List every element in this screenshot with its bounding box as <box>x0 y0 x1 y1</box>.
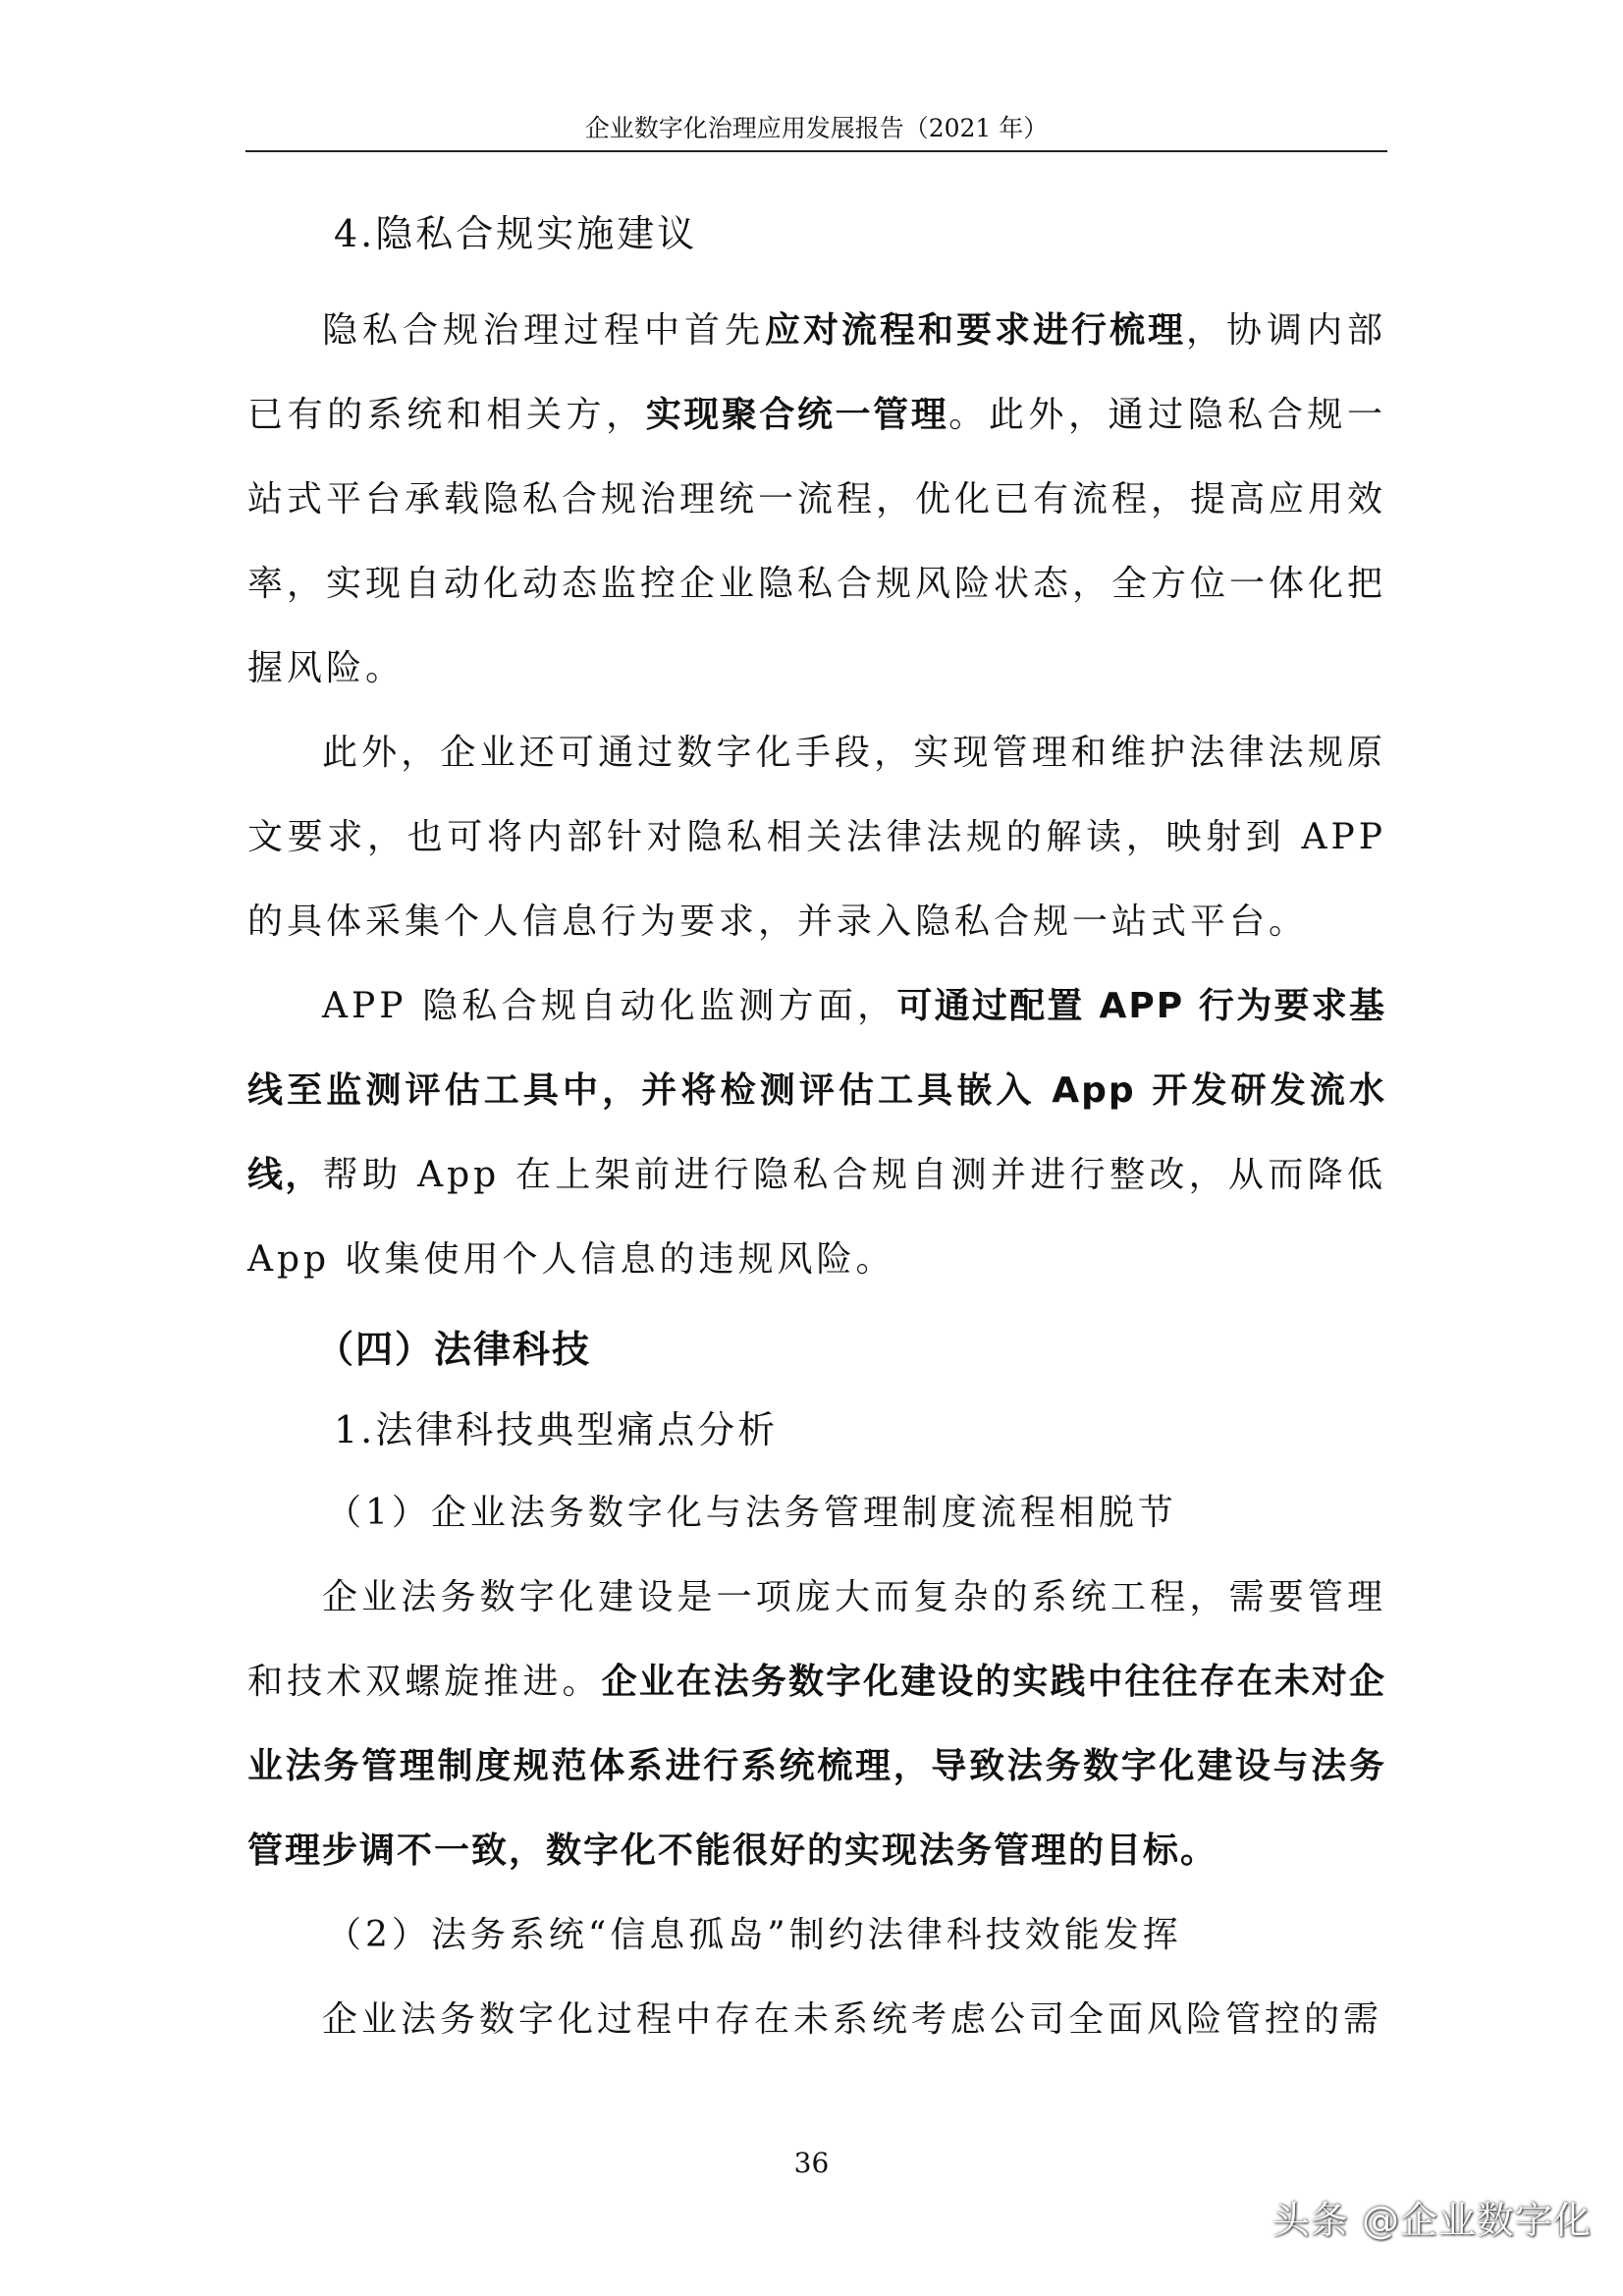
header-rule <box>245 150 1387 152</box>
emphasis-text: 企业在法务数字化建设的实践中往往存在未对企业法务管理制度规范体系进行系统梳理，导致法务数字化建设与法务管理步调不一致，数字化不能很好的实现法务管理的目标。 <box>247 1662 1386 1871</box>
text-run: APP 隐私合规自动化监测方面， <box>322 986 897 1026</box>
paragraph-legal-digitalization <box>247 1556 1386 1893</box>
section-heading-pain-points: 1.法律科技典型痛点分析 <box>334 1408 779 1451</box>
text-run: 。此外，通过隐私合规一站式平台承载隐私合规治理统一流程，优化已有流程，提高应用效率，实现自动化动态监控企业隐私合规风险状态，全方位一体化把握风险。 <box>247 395 1387 688</box>
running-header: 企业数字化治理应用发展报告（2021 年） <box>584 114 1049 142</box>
emphasis-text: 可通过配置 APP 行为要求基线至监测评估工具中，并将检测评估工具嵌入 App 开发研发流水线， <box>247 986 1386 1195</box>
subheading-information-silos: （2）法务系统“信息孤岛”制约法律科技效能发挥 <box>326 1915 1182 1955</box>
section-heading-privacy-compliance: 4.隐私合规实施建议 <box>334 212 698 255</box>
text-run: 隐私合规治理过程中首先 <box>322 310 765 351</box>
emphasis-text: 应对流程和要求进行梳理 <box>764 310 1186 351</box>
source-watermark: 头条 @企业数字化 <box>1271 2199 1592 2242</box>
subheading-process-disconnect: （1）企业法务数字化与法务管理制度流程相脱节 <box>326 1493 1177 1533</box>
document-body <box>247 196 1386 2062</box>
section-heading-legal-tech: （四）法律科技 <box>316 1327 592 1371</box>
paragraph-digital-means: 此外，企业还可通过数字化手段，实现管理和维护法律法规原文要求，也可将内部针对隐私相关法律法规的解读，映射到 APP 的具体采集个人信息行为要求，并录入隐私合规一站式平台。 <box>247 733 1386 942</box>
emphasis-text: 实现聚合统一管理 <box>645 395 949 435</box>
text-run: 帮助 App 在上架前进行隐私合规自测并进行整改，从而降低 App 收集使用个人信息的违规风险。 <box>247 1155 1386 1280</box>
page-number: 36 <box>793 2147 830 2179</box>
text-run: 企业法务数字化建设是一项庞大而复杂的系统工程，需要管理和技术双螺旋推进。 <box>247 1577 1386 1702</box>
text-run: ，协调内部已有的系统和相关方， <box>247 310 1386 435</box>
paragraph-privacy-governance <box>247 289 1386 711</box>
paragraph-risk-control: 企业法务数字化过程中存在未系统考虑公司全面风险管控的需 <box>322 1999 1383 2040</box>
paragraph-app-monitoring <box>247 964 1386 1302</box>
